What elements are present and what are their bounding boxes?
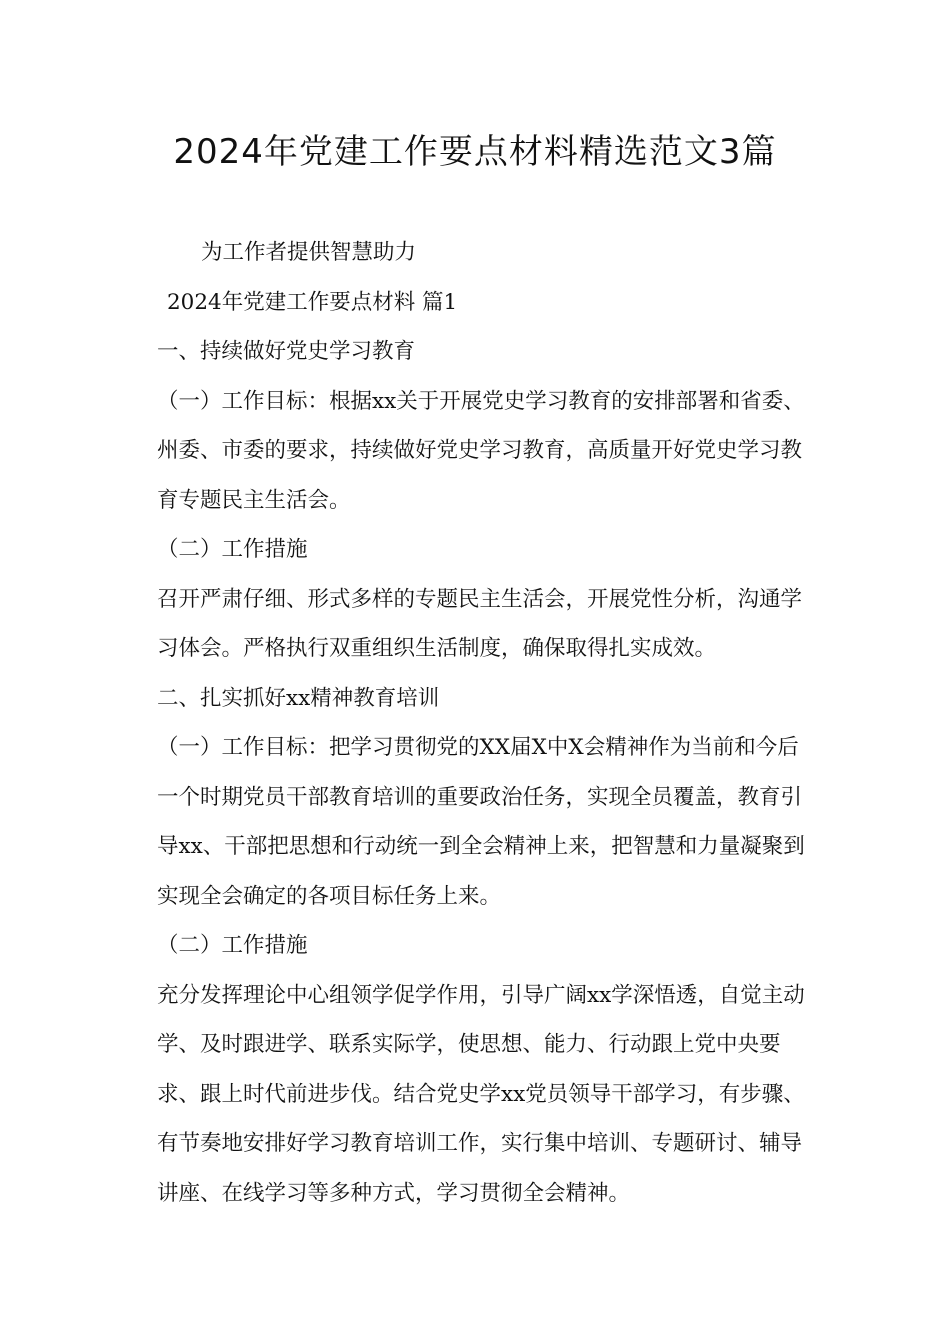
subtitle: 2024年党建工作要点材料 篇1 [167,289,458,315]
section-heading-2: 二、扎实抓好xx精神教育培训 [157,685,440,711]
paragraph-measures-2: 充分发挥理论中心组领学促学作用，引导广阔xx学深悟透，自觉主动学、及时跟进学、联系实际学，使思想、能力、行动跟上党中央要求、跟上时代前进步伐。结合党史学xx党员领导干部学习，有步骤、有节奏地安排好学习教育培训工作，实行集中培训、专题研讨、辅导讲座、在线学习等多种方式，学习贯彻全会精神。 [157,982,805,1206]
document-title: 2024年党建工作要点材料精选范文3篇 [173,132,777,172]
paragraph-goal-1: （一）工作目标：根据xx关于开展党史学习教育的安排部署和省委、州委、市委的要求，持续做好党史学习教育，高质量开好党史学习教育专题民主生活会。 [157,388,805,513]
section-heading-1: 一、持续做好党史学习教育 [157,339,416,364]
paragraph-goal-2: （一）工作目标：把学习贯彻党的XX届X中X会精神作为当前和今后一个时期党员干部教育培训的重要政治任务，实现全员覆盖，教育引导xx、干部把思想和行动统一到全会精神上来，把智慧和力量凝聚到实现全会确定的各项目标任务上来。 [157,735,805,909]
slogan: 为工作者提供智慧助力 [201,240,417,265]
subheading-measures-2: （二）工作措施 [157,933,308,958]
paragraph-measures-1: 召开严肃仔细、形式多样的专题民主生活会，开展党性分析，沟通学习体会。严格执行双重组织生活制度，确保取得扎实成效。 [157,586,803,661]
document-body [145,228,813,1218]
subheading-measures-1: （二）工作措施 [157,537,308,562]
